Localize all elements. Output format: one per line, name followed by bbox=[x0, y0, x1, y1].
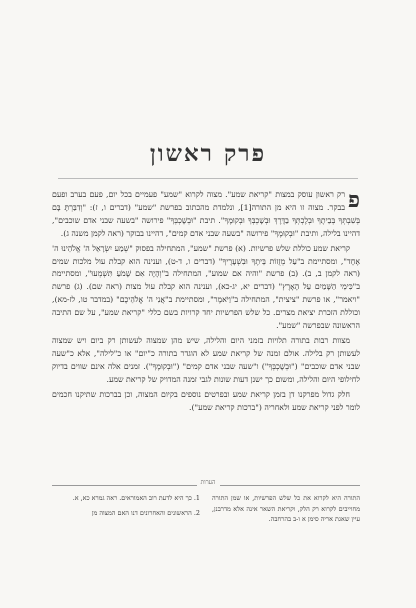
paragraph-4: חלק גדול מפרקנו דן בזמן קריאת שמע ובפרטים נוספים בקיום המצוה, וכן בברכות שתיקנו חכמים לומר לפני קריאת שמע ולאחריה ("ברכות קריאת שמע"). bbox=[52, 389, 360, 412]
footnote-1: 1. כך היא לדעת רוב האמוראים. ראה גמרא כא, א. bbox=[72, 494, 200, 502]
title-divider bbox=[58, 178, 358, 179]
main-text bbox=[52, 189, 360, 416]
notes-label-wrap bbox=[0, 479, 416, 486]
paragraph-1 bbox=[52, 189, 360, 241]
footnote-2: 2. הראשונים והאחרונים דנו האם המצוה מן bbox=[91, 508, 200, 517]
footnotes-left-column bbox=[212, 493, 360, 529]
paragraph-3: מצוות רבות בתורה תלויות בזמני היום והלילה, שיש מהן שמצוה לעשותן רק ביום ויש שמצוה לעשותן רק בלילה. אולם זמנה של קריאת שמע לא הוגדר בתורה כ"יום" או כ"לילה", אלא כ"שעה שבני אדם שוכבים" ("וּבְשָׁכְבְּךָ") ו"שעה שבני אדם קמים" ("וּבְקוּמֶךָ"). זמנים אלה אינם שווים בדיוק לחילופי היום והלילה, ומשום כך ישנן דעות שונות לגבי זמנה המדויק של קריאת שמע. bbox=[52, 335, 360, 384]
footnotes bbox=[52, 493, 360, 529]
footnote-2-continued: התורה היא לקרוא את כל שלש הפרשיות, או שמן התורה מחוייבים לקרוא רק הלק, וקריאת השאר אינה אלא מדרבנן, עיין שאגת אריה סימן א ו-ב בהרחבה. bbox=[212, 494, 360, 523]
chapter-title: פרק ראשון bbox=[149, 140, 267, 167]
drop-cap-letter: פ bbox=[348, 187, 360, 213]
footnotes-right-column bbox=[52, 493, 200, 529]
paragraph-2: קריאת שמע כוללת שלש פרשיות. (א) פרשת "שמע", המתחילה בפסוק "שְׁמַע יִשְׂרָאֵל ה' אֱלֹהֵינוּ ה' אֶחָד", ומסתיימת ב"עַל מְזֻזוֹת בֵּיתֶךָ וּבִשְׁעָרֶיךָ" (דברים ו, ד-ט), וענינה הוא קבלת עול מלכות שמים (ראה לקמן ב, ב). (ב) פרשת "והיה אם שמוע", המתחילה ב"וְהָיָה אִם שָׁמֹעַ תִּשְׁמְעוּ", ומסתיימת ב"כִּימֵי הַשָּׁמַיִם עַל הָאָרֶץ" (דברים יא, יג-כא), וענינה הוא קבלת עול מצות (ראה שם). (ג) פרשת "ויאמר", או פרשת "ציצית", המתחילה ב"וַיֹּאמֶר", ומסתיימת ב"אֲנִי ה' אֱלֹהֵיכֶם" (במדבר טו, לז-מא), וכוללת הזכרת יציאת מצרים. כל שלש הפרשיות יחד קרויות בשם כללי "קריאת שמע", על שם התיבה הראשונה שבפרשה "שמע". bbox=[52, 243, 360, 331]
notes-label: הערות bbox=[197, 479, 220, 486]
paragraph-1-text: רק ראשון עוסק במצות "קריאת שמע". מצוה לקרוא "שמע" פעמיים בכל יום, פעם בערב ופעם בבקר. מצוה זו היא מן התורה[1], ונלמדת מהכתוב בפרשת "שמע" (דברים ו, ז): "וְדִבַּרְתָּ בָּם בְּשִׁבְתְּךָ בְּבֵיתֶךָ וּבְלֶכְתְּךָ בַדֶּרֶךְ וּבְשָׁכְבְּךָ וּבְקוּמֶךָ". תיבת "וּבְשָׁכְבְּךָ" פירושה "בשעה שבני אדם שוכבים", דהיינו בלילה, ותיבת "וּבְקוּמֶךָ" פירושה "בשעה שבני אדם קמים", דהיינו בבוקר (ראה לקמן משנה ג). bbox=[52, 190, 360, 238]
